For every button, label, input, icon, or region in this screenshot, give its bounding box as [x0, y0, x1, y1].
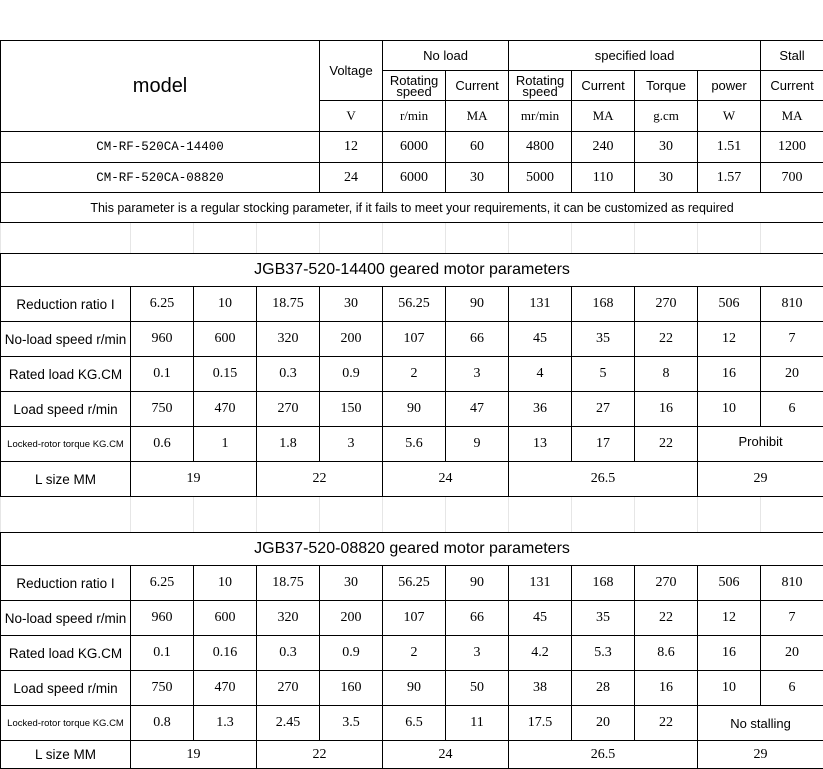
motor-08820-locked-row — [1, 706, 823, 741]
motor-08820-loadspeed-row — [1, 671, 823, 706]
value-cell: 750 — [131, 671, 194, 706]
value-cell: 13 — [509, 427, 572, 462]
value-cell: 6000 — [383, 132, 446, 163]
value-cell: 270 — [257, 392, 320, 427]
value-cell: 1.3 — [194, 706, 257, 741]
value-cell: 107 — [383, 601, 446, 636]
value-cell: 22 — [635, 706, 698, 741]
value-cell: 66 — [446, 322, 509, 357]
value-cell: 3 — [446, 357, 509, 392]
value-cell: 12 — [698, 322, 761, 357]
value-cell: 30 — [635, 163, 698, 193]
value-cell: 506 — [698, 287, 761, 322]
value-cell: 131 — [509, 566, 572, 601]
value-cell: 19 — [131, 462, 257, 497]
load-current-header: Current — [572, 71, 635, 101]
value-cell: 750 — [131, 392, 194, 427]
row-label: Locked-rotor torque KG.CM — [1, 427, 131, 462]
value-cell: 0.15 — [194, 357, 257, 392]
unit-cell: W — [698, 101, 761, 132]
value-cell: 27 — [572, 392, 635, 427]
value-cell: 45 — [509, 601, 572, 636]
row-label: L size MM — [1, 462, 131, 497]
parameter-table — [0, 40, 823, 769]
value-cell: 810 — [761, 566, 823, 601]
value-cell: 90 — [446, 566, 509, 601]
spec-data-row — [1, 132, 823, 163]
model-name: CM-RF-520CA-14400 — [1, 132, 320, 163]
motor-08820-ratio-row — [1, 566, 823, 601]
value-cell: 30 — [320, 287, 383, 322]
unit-cell: mr/min — [509, 101, 572, 132]
value-cell: 1.51 — [698, 132, 761, 163]
value-cell: 6 — [761, 392, 823, 427]
stall-current-header: Current — [761, 71, 823, 101]
value-cell: 10 — [194, 566, 257, 601]
value-cell: 4800 — [509, 132, 572, 163]
model-header: model — [1, 41, 320, 132]
load-torque-header: Torque — [635, 71, 698, 101]
value-cell: 0.6 — [131, 427, 194, 462]
locked-rotor-note: No stalling — [698, 706, 823, 741]
row-label: Load speed r/min — [1, 671, 131, 706]
value-cell: 36 — [509, 392, 572, 427]
row-label: Rated load KG.CM — [1, 357, 131, 392]
motor-08820-title-row — [1, 533, 823, 566]
value-cell: 700 — [761, 163, 823, 193]
value-cell: 22 — [635, 427, 698, 462]
value-cell: 1 — [194, 427, 257, 462]
value-cell: 8.6 — [635, 636, 698, 671]
unit-cell: V — [320, 101, 383, 132]
value-cell: 45 — [509, 322, 572, 357]
value-cell: 29 — [698, 741, 823, 769]
value-cell: 29 — [698, 462, 823, 497]
value-cell: 0.9 — [320, 357, 383, 392]
value-cell: 66 — [446, 601, 509, 636]
value-cell: 107 — [383, 322, 446, 357]
value-cell: 0.3 — [257, 357, 320, 392]
value-cell: 90 — [383, 671, 446, 706]
value-cell: 26.5 — [509, 741, 698, 769]
value-cell: 240 — [572, 132, 635, 163]
voltage-header: Voltage — [320, 41, 383, 101]
value-cell: 320 — [257, 322, 320, 357]
value-cell: 3 — [446, 636, 509, 671]
value-cell: 24 — [383, 741, 509, 769]
value-cell: 4 — [509, 357, 572, 392]
value-cell: 11 — [446, 706, 509, 741]
row-label: Load speed r/min — [1, 392, 131, 427]
row-label: Rated load KG.CM — [1, 636, 131, 671]
value-cell: 17 — [572, 427, 635, 462]
value-cell: 22 — [257, 462, 383, 497]
value-cell: 8 — [635, 357, 698, 392]
motor-08820-rated-row — [1, 636, 823, 671]
row-label: L size MM — [1, 741, 131, 769]
value-cell: 1.8 — [257, 427, 320, 462]
note-row — [1, 193, 823, 223]
value-cell: 24 — [383, 462, 509, 497]
value-cell: 90 — [446, 287, 509, 322]
value-cell: 2 — [383, 636, 446, 671]
value-cell: 12 — [698, 601, 761, 636]
value-cell: 200 — [320, 322, 383, 357]
value-cell: 10 — [194, 287, 257, 322]
motor-14400-title-row — [1, 254, 823, 287]
row-label: Locked-rotor torque KG.CM — [1, 706, 131, 741]
value-cell: 320 — [257, 601, 320, 636]
value-cell: 960 — [131, 322, 194, 357]
value-cell: 22 — [635, 601, 698, 636]
motor-spec-sheet — [0, 40, 823, 769]
motor-14400-locked-row — [1, 427, 823, 462]
motor-08820-title: JGB37-520-08820 geared motor parameters — [1, 533, 823, 566]
value-cell: 4.2 — [509, 636, 572, 671]
value-cell: 200 — [320, 601, 383, 636]
value-cell: 2.45 — [257, 706, 320, 741]
load-power-header: power — [698, 71, 761, 101]
unit-cell: g.cm — [635, 101, 698, 132]
value-cell: 56.25 — [383, 566, 446, 601]
value-cell: 0.3 — [257, 636, 320, 671]
row-label: No-load speed r/min — [1, 322, 131, 357]
value-cell: 110 — [572, 163, 635, 193]
value-cell: 22 — [257, 741, 383, 769]
value-cell: 3 — [320, 427, 383, 462]
motor-08820-noload-row — [1, 601, 823, 636]
value-cell: 160 — [320, 671, 383, 706]
value-cell: 6.25 — [131, 287, 194, 322]
value-cell: 35 — [572, 322, 635, 357]
value-cell: 17.5 — [509, 706, 572, 741]
value-cell: 16 — [635, 671, 698, 706]
spacer-row — [1, 497, 823, 533]
stall-header: Stall — [761, 41, 823, 71]
value-cell: 10 — [698, 671, 761, 706]
value-cell: 1.57 — [698, 163, 761, 193]
value-cell: 810 — [761, 287, 823, 322]
value-cell: 6.25 — [131, 566, 194, 601]
value-cell: 168 — [572, 566, 635, 601]
value-cell: 24 — [320, 163, 383, 193]
no-load-rotating-speed-header: Rotating speed — [383, 71, 446, 101]
value-cell: 30 — [320, 566, 383, 601]
value-cell: 6.5 — [383, 706, 446, 741]
value-cell: 470 — [194, 671, 257, 706]
value-cell: 5000 — [509, 163, 572, 193]
motor-14400-title: JGB37-520-14400 geared motor parameters — [1, 254, 823, 287]
value-cell: 16 — [698, 357, 761, 392]
value-cell: 20 — [761, 636, 823, 671]
value-cell: 6000 — [383, 163, 446, 193]
value-cell: 600 — [194, 322, 257, 357]
value-cell: 0.1 — [131, 357, 194, 392]
value-cell: 0.8 — [131, 706, 194, 741]
value-cell: 16 — [635, 392, 698, 427]
value-cell: 18.75 — [257, 287, 320, 322]
value-cell: 150 — [320, 392, 383, 427]
unit-cell: MA — [572, 101, 635, 132]
value-cell: 20 — [572, 706, 635, 741]
value-cell: 56.25 — [383, 287, 446, 322]
value-cell: 7 — [761, 601, 823, 636]
value-cell: 50 — [446, 671, 509, 706]
unit-cell: MA — [761, 101, 823, 132]
value-cell: 270 — [257, 671, 320, 706]
value-cell: 22 — [635, 322, 698, 357]
value-cell: 60 — [446, 132, 509, 163]
value-cell: 18.75 — [257, 566, 320, 601]
motor-14400-ratio-row — [1, 287, 823, 322]
value-cell: 16 — [698, 636, 761, 671]
value-cell: 960 — [131, 601, 194, 636]
value-cell: 26.5 — [509, 462, 698, 497]
motor-14400-lsize-row — [1, 462, 823, 497]
value-cell: 47 — [446, 392, 509, 427]
value-cell: 5.6 — [383, 427, 446, 462]
motor-14400-rated-row — [1, 357, 823, 392]
spacer-row — [1, 223, 823, 254]
value-cell: 2 — [383, 357, 446, 392]
value-cell: 5 — [572, 357, 635, 392]
value-cell: 5.3 — [572, 636, 635, 671]
value-cell: 12 — [320, 132, 383, 163]
value-cell: 6 — [761, 671, 823, 706]
spec-header-row — [1, 41, 823, 71]
value-cell: 0.1 — [131, 636, 194, 671]
value-cell: 19 — [131, 741, 257, 769]
locked-rotor-note: Prohibit — [698, 427, 823, 462]
value-cell: 10 — [698, 392, 761, 427]
value-cell: 30 — [446, 163, 509, 193]
no-load-header: No load — [383, 41, 509, 71]
row-label: Reduction ratio I — [1, 287, 131, 322]
value-cell: 30 — [635, 132, 698, 163]
value-cell: 0.9 — [320, 636, 383, 671]
value-cell: 600 — [194, 601, 257, 636]
value-cell: 35 — [572, 601, 635, 636]
value-cell: 38 — [509, 671, 572, 706]
value-cell: 0.16 — [194, 636, 257, 671]
spec-data-row — [1, 163, 823, 193]
value-cell: 20 — [761, 357, 823, 392]
value-cell: 168 — [572, 287, 635, 322]
value-cell: 90 — [383, 392, 446, 427]
row-label: Reduction ratio I — [1, 566, 131, 601]
value-cell: 3.5 — [320, 706, 383, 741]
motor-14400-noload-row — [1, 322, 823, 357]
value-cell: 1200 — [761, 132, 823, 163]
value-cell: 28 — [572, 671, 635, 706]
unit-cell: r/min — [383, 101, 446, 132]
stocking-note: This parameter is a regular stocking parameter, if it fails to meet your requirements, it can be customized as required — [1, 193, 823, 223]
value-cell: 470 — [194, 392, 257, 427]
value-cell: 7 — [761, 322, 823, 357]
motor-14400-loadspeed-row — [1, 392, 823, 427]
value-cell: 131 — [509, 287, 572, 322]
value-cell: 9 — [446, 427, 509, 462]
load-rotating-speed-header: Rotating speed — [509, 71, 572, 101]
row-label: No-load speed r/min — [1, 601, 131, 636]
specified-load-header: specified load — [509, 41, 761, 71]
value-cell: 506 — [698, 566, 761, 601]
model-name: CM-RF-520CA-08820 — [1, 163, 320, 193]
no-load-current-header: Current — [446, 71, 509, 101]
value-cell: 270 — [635, 566, 698, 601]
unit-cell: MA — [446, 101, 509, 132]
motor-08820-lsize-row — [1, 741, 823, 769]
value-cell: 270 — [635, 287, 698, 322]
